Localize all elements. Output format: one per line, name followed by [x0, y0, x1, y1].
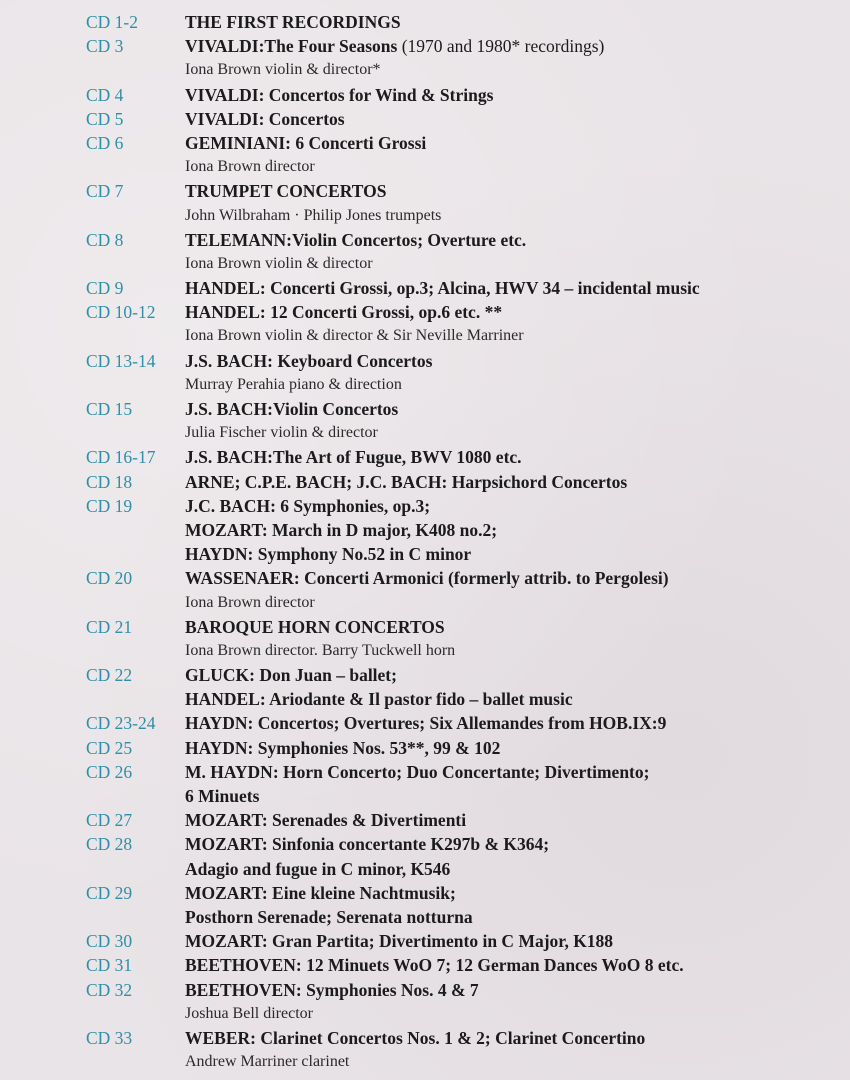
performer-credit [0, 421, 850, 445]
performer-text: Iona Brown violin & director* [185, 61, 381, 79]
cd-number: CD 26 [86, 761, 133, 782]
cd-entry [0, 736, 850, 760]
cd-entry [0, 179, 850, 203]
work-title-text: J.S. BACH:Violin Concertos [185, 399, 399, 419]
cd-entry [0, 881, 850, 905]
work-title [185, 445, 522, 469]
cd-entry [0, 83, 850, 107]
performer-text: Andrew Marriner clarinet [185, 1053, 350, 1071]
work-title [185, 881, 456, 905]
cd-entry [0, 349, 850, 373]
work-title-text: VIVALDI: Concertos for Wind & Strings [185, 84, 494, 105]
cd-entry-continuation [0, 518, 850, 542]
work-title-text: MOZART: Sinfonia concertante K297b & K364; [185, 834, 550, 855]
performer-text: Iona Brown director [185, 158, 315, 176]
cd-entry [0, 663, 850, 687]
work-title: HAYDN: Symphony No.52 in C minor [185, 544, 472, 565]
performer-credit [0, 373, 850, 397]
work-title-text: MOZART: Gran Partita; Divertimento in C Major, K188 [185, 931, 614, 952]
cd-entry [0, 953, 850, 977]
cd-number: CD 23-24 [86, 713, 156, 734]
cd-entry-continuation [0, 857, 850, 881]
performer-text: Iona Brown violin & director & Sir Neville Marriner [185, 327, 524, 345]
work-title [185, 349, 432, 373]
cd-number: CD 32 [86, 979, 133, 1000]
performer-credit [0, 252, 850, 276]
cd-entry [0, 107, 850, 131]
work-title-text: BEETHOVEN: Symphonies Nos. 4 & 7 [185, 979, 479, 1000]
work-title [185, 953, 684, 977]
cd-entry-continuation [0, 687, 850, 711]
work-title-text: VIVALDI: Concertos [185, 108, 345, 129]
cd-entry [0, 832, 850, 856]
work-title: 6 Minuets [185, 786, 260, 806]
work-title-text: J.S. BACH: Keyboard Concertos [185, 350, 433, 371]
work-title [185, 736, 500, 760]
work-title [185, 300, 502, 324]
cd-entry [0, 470, 850, 494]
cd-entry [0, 760, 850, 784]
work-title-text: MOZART: Serenades & Divertimenti [185, 810, 467, 831]
cd-entry [0, 808, 850, 832]
cd-entry-continuation [0, 542, 850, 566]
work-title [185, 34, 604, 58]
cd-number: CD 20 [86, 568, 133, 589]
cd-entry [0, 445, 850, 469]
work-title [185, 83, 493, 107]
work-title [185, 131, 426, 155]
performer-credit [0, 1002, 850, 1026]
work-title: Posthorn Serenade; Serenata notturna [185, 906, 473, 927]
work-title [185, 397, 398, 421]
cd-entry-continuation [0, 784, 850, 808]
work-title-text: GLUCK: Don Juan – ballet; [185, 665, 397, 686]
cd-entry [0, 228, 850, 252]
cd-entry [0, 711, 850, 735]
cd-entry [0, 300, 850, 324]
work-title [185, 978, 479, 1002]
performer-text: Iona Brown director [185, 593, 315, 611]
work-title-text: HAYDN: Concertos; Overtures; Six Allemandes from HOB.IX:9 [185, 713, 667, 734]
cd-entry-continuation [0, 905, 850, 929]
work-title [185, 663, 397, 687]
work-title-text: HAYDN: Symphonies Nos. 53**, 99 & 102 [185, 737, 501, 758]
performer-text: Iona Brown violin & director [185, 254, 373, 272]
cd-entry [0, 131, 850, 155]
performer-text: Joshua Bell director [185, 1004, 313, 1022]
cd-number: CD 22 [86, 665, 133, 686]
work-title: Adagio and fugue in C minor, K546 [185, 858, 451, 879]
cd-entry [0, 10, 850, 34]
cd-number: CD 7 [86, 181, 124, 202]
work-title-text: J.S. BACH:The Art of Fugue, BWV 1080 etc. [185, 447, 522, 468]
work-title-text: TELEMANN:Violin Concertos; Overture etc. [185, 229, 527, 250]
performer-credit [0, 155, 850, 179]
work-title-text: HANDEL: Concerti Grossi, op.3; Alcina, HWV 34 – incidental music [185, 278, 700, 299]
cd-number: CD 6 [86, 132, 124, 153]
work-title [185, 566, 669, 590]
cd-number: CD 25 [86, 737, 133, 758]
cd-entry [0, 1026, 850, 1050]
work-title: HANDEL: Ariodante & Il pastor fido – ballet music [185, 689, 573, 710]
cd-entry [0, 34, 850, 58]
work-title [185, 470, 627, 494]
cd-number: CD 5 [86, 108, 124, 129]
performer-text: Julia Fischer violin & director [185, 424, 378, 442]
work-title-text: ARNE; C.P.E. BACH; J.C. BACH: Harpsichord Concertos [185, 471, 628, 492]
work-title [185, 228, 526, 252]
cd-track-listing [0, 10, 850, 1074]
cd-number: CD 21 [86, 616, 133, 637]
cd-number: CD 13-14 [86, 350, 156, 371]
work-title: MOZART: March in D major, K408 no.2; [185, 519, 498, 540]
cd-number: CD 16-17 [86, 447, 156, 468]
cd-number: CD 29 [86, 882, 133, 903]
work-title-text: BAROQUE HORN CONCERTOS [185, 616, 445, 637]
work-title [185, 10, 401, 34]
work-title-text: WASSENAER: Concerti Armonici (formerly attrib. to Pergolesi) [185, 568, 669, 589]
cd-number: CD 19 [86, 495, 133, 516]
cd-entry [0, 276, 850, 300]
performer-text: Iona Brown director. Barry Tuckwell horn [185, 641, 456, 659]
performer-credit [0, 591, 850, 615]
work-title [185, 179, 386, 203]
work-title-text: M. HAYDN: Horn Concerto; Duo Concertante; Divertimento; [185, 761, 650, 782]
cd-number: CD 4 [86, 84, 124, 105]
cd-number: CD 33 [86, 1027, 133, 1048]
cd-entry [0, 494, 850, 518]
performer-text: John Wilbraham · Philip Jones trumpets [185, 206, 442, 224]
work-title-text: WEBER: Clarinet Concertos Nos. 1 & 2; Clarinet Concertino [185, 1027, 646, 1048]
cd-number: CD 30 [86, 931, 133, 952]
performer-credit [0, 1050, 850, 1074]
performer-credit [0, 58, 850, 82]
work-title [185, 832, 549, 856]
work-title [185, 929, 613, 953]
performer-credit [0, 639, 850, 663]
performer-text: Murray Perahia piano & direction [185, 375, 402, 393]
cd-number: CD 3 [86, 36, 124, 57]
cd-number: CD 18 [86, 471, 133, 492]
work-title-text: GEMINIANI: 6 Concerti Grossi [185, 132, 427, 153]
work-title [185, 107, 345, 131]
cd-entry [0, 397, 850, 421]
cd-number: CD 31 [86, 955, 133, 976]
work-title [185, 808, 466, 832]
cd-number: CD 15 [86, 399, 133, 419]
cd-entry [0, 566, 850, 590]
work-title-text: J.C. BACH: 6 Symphonies, op.3; [185, 495, 431, 516]
cd-number: CD 1-2 [86, 12, 139, 32]
performer-credit [0, 324, 850, 348]
cd-number: CD 9 [86, 278, 124, 299]
cd-entry [0, 978, 850, 1002]
work-title-text: BEETHOVEN: 12 Minuets WoO 7; 12 German Dances WoO 8 etc. [185, 955, 684, 976]
work-title [185, 760, 649, 784]
work-title [185, 494, 430, 518]
work-title-text: THE FIRST RECORDINGS [185, 12, 401, 32]
performer-credit [0, 204, 850, 228]
work-title-text: VIVALDI:The Four Seasons [185, 36, 398, 57]
cd-number: CD 8 [86, 229, 124, 250]
work-title [185, 615, 445, 639]
work-title [185, 276, 700, 300]
work-title-text: TRUMPET CONCERTOS [185, 181, 387, 202]
work-title [185, 1026, 645, 1050]
recording-note: (1970 and 1980* recordings) [397, 36, 605, 57]
cd-number: CD 28 [86, 834, 133, 855]
work-title-text: MOZART: Eine kleine Nachtmusik; [185, 882, 456, 903]
work-title [185, 711, 666, 735]
cd-number: CD 27 [86, 810, 133, 831]
cd-entry [0, 929, 850, 953]
cd-number: CD 10-12 [86, 302, 156, 323]
cd-entry [0, 615, 850, 639]
work-title-text: HANDEL: 12 Concerti Grossi, op.6 etc. ** [185, 302, 503, 323]
